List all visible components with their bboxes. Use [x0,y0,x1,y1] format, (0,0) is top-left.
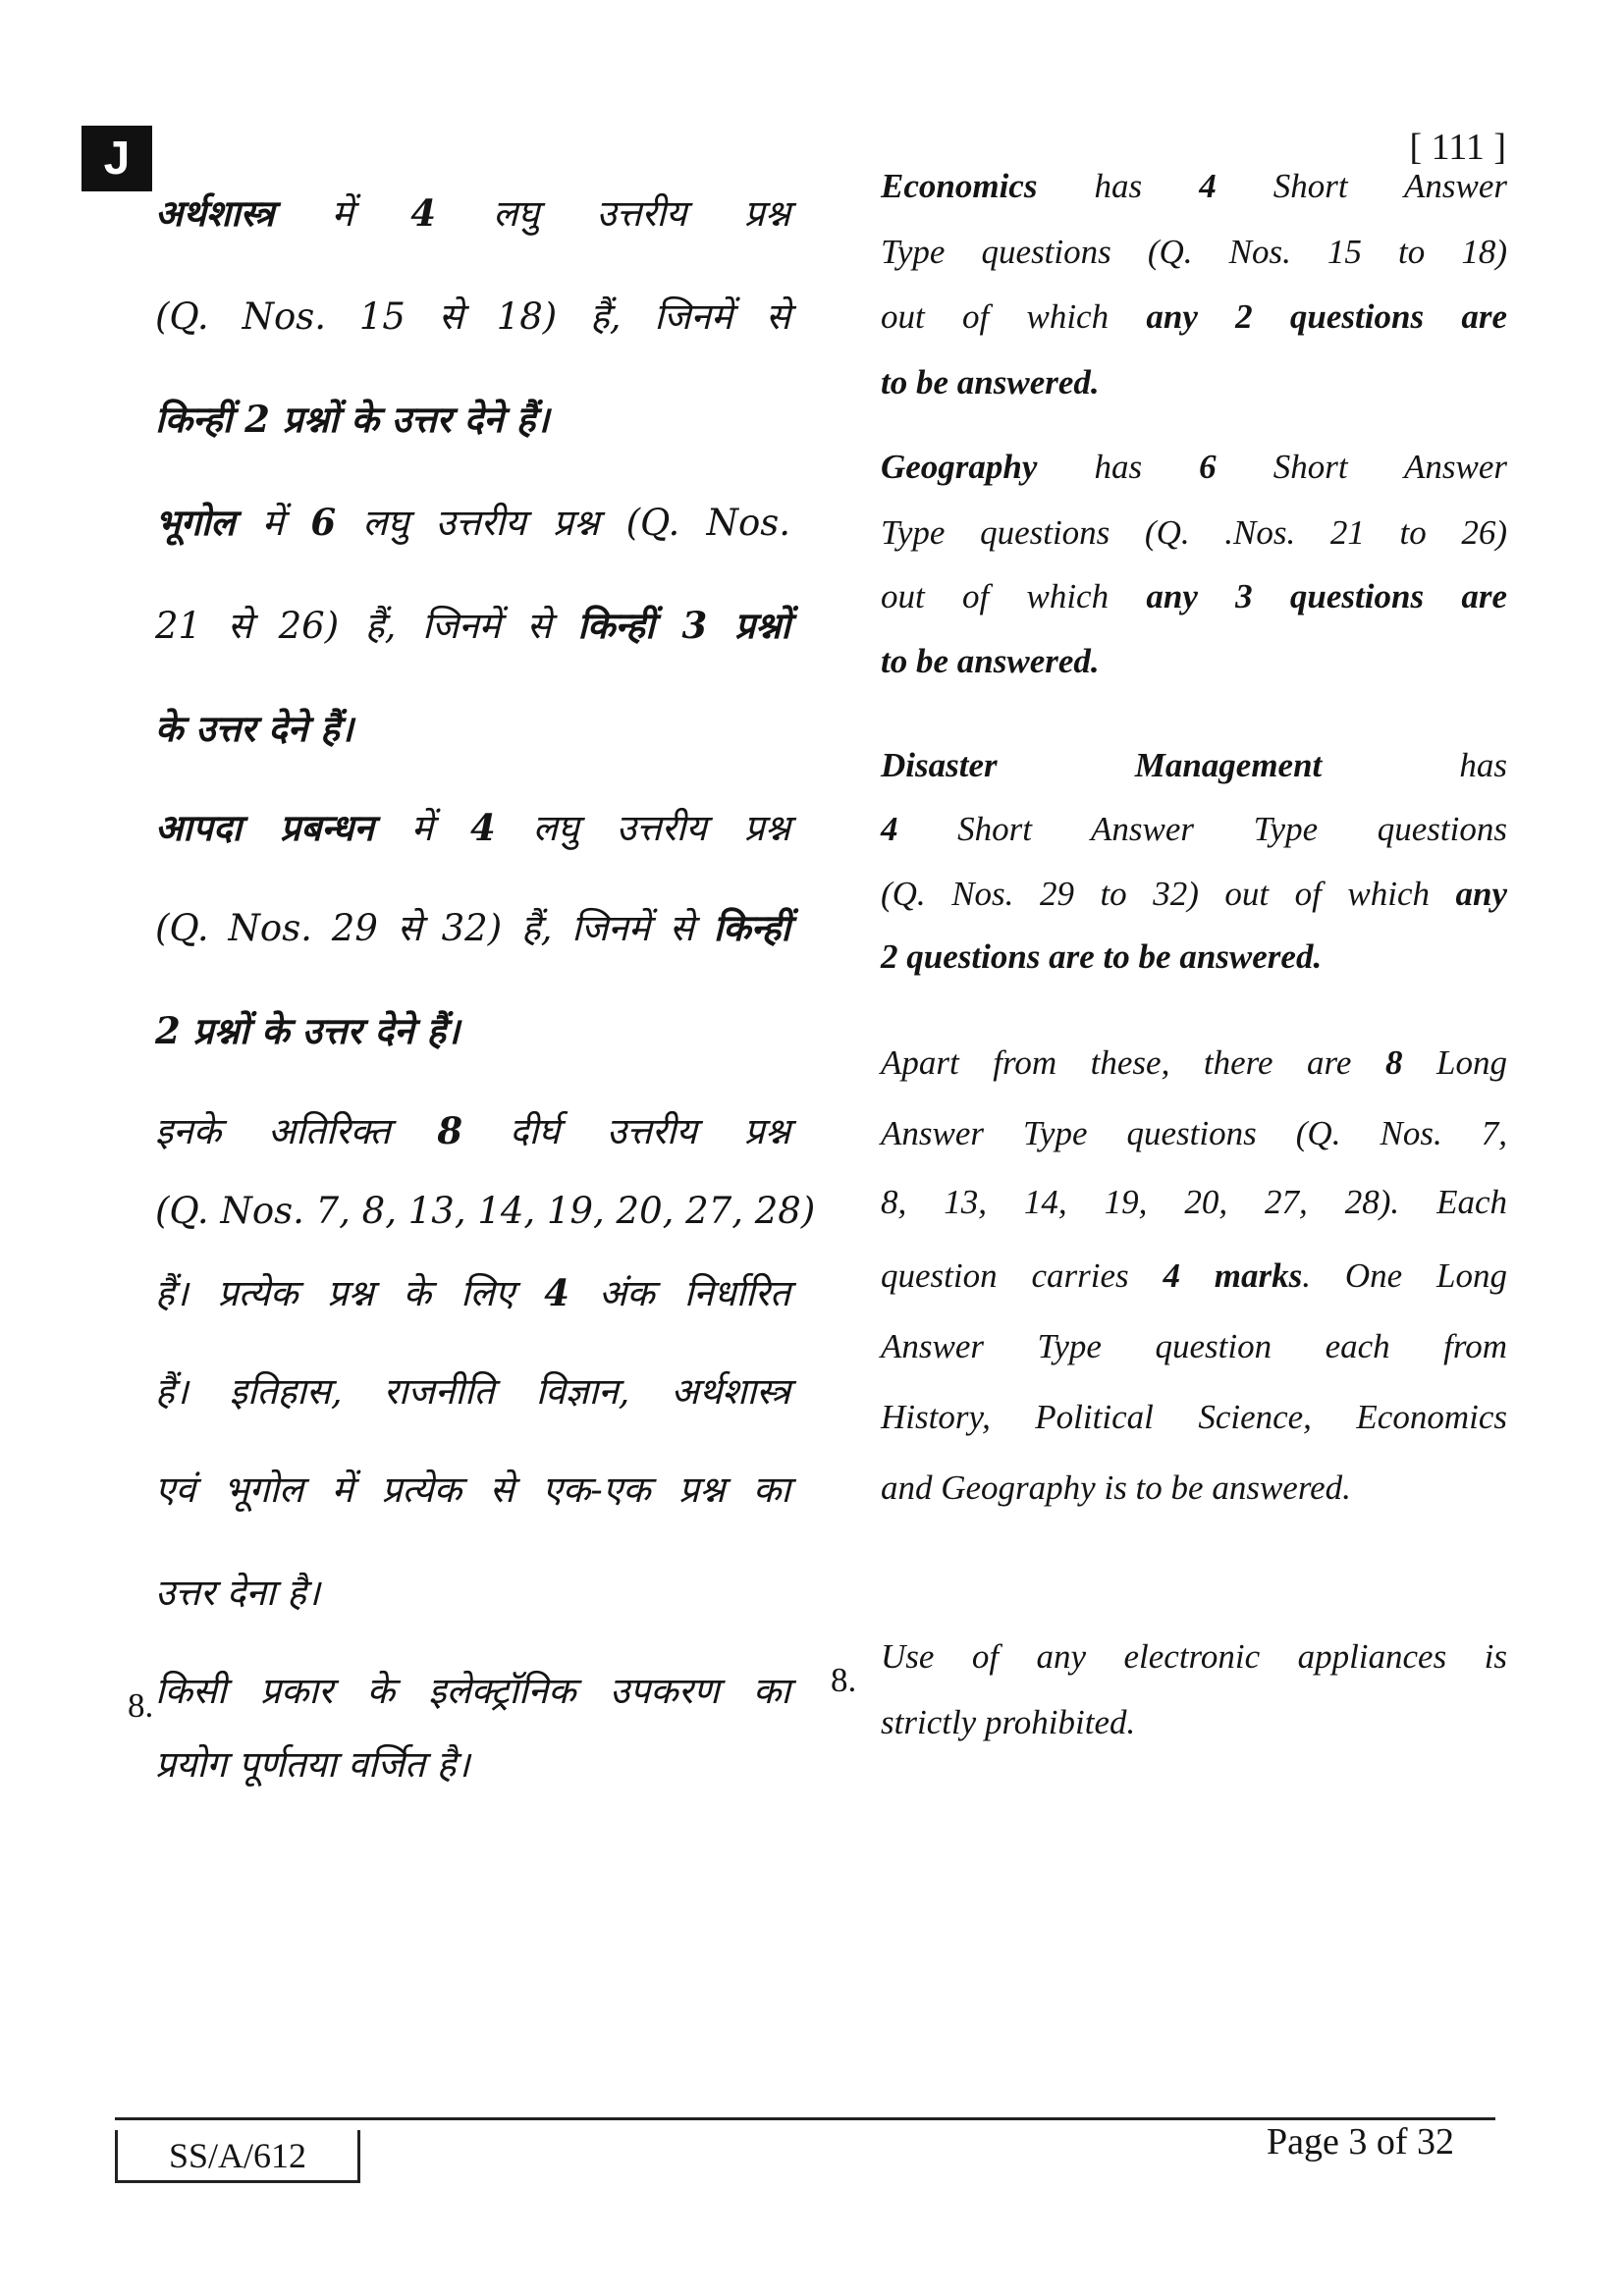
text-segment: Answer Type questions (Q. Nos. 7, [881,1114,1507,1152]
text-segment: and Geography is to be answered. [881,1468,1351,1507]
bold-text: आपदा प्रबन्धन [155,806,374,849]
english-line [881,1703,1507,1742]
text-segment: (Q. Nos. 7, 8, 13, 14, 19, 20, 27, 28) [155,1190,816,1232]
text-segment: किसी प्रकार के इलेक्ट्रॉनिक उपकरण का [155,1670,790,1712]
hindi-line [155,1104,790,1154]
english-line [881,746,1507,785]
text-segment: . One Long [1302,1256,1507,1295]
hindi-line [155,496,790,546]
text-segment: Answer Type question each from [881,1327,1507,1365]
text-segment: has [1037,167,1200,205]
english-line [881,167,1507,206]
bold-text: भूगोल [155,501,236,544]
text-segment: एवं भूगोल में प्रत्येक से एक-एक प्रश्न का [155,1468,790,1511]
hindi-line [155,290,790,340]
bold-text: 2 questions are to be answered. [881,937,1323,976]
hindi-line [155,1190,816,1232]
text-segment: प्रयोग पूर्णतया वर्जित है। [155,1743,470,1786]
bold-text: to be answered. [881,363,1100,401]
page-marker: [ 111 ] [1409,127,1506,168]
english-line [881,577,1507,616]
bold-text: 4 marks [1163,1256,1303,1295]
bold-text: किन्हीं [713,906,790,949]
hindi-line [155,1364,790,1415]
text-segment: लघु उत्तरीय प्रश्न [435,192,791,235]
bold-text: 8 [437,1109,463,1152]
bold-text: 4 [410,191,436,235]
bold-text: any [1455,875,1507,913]
text-segment: out of which [881,297,1147,336]
english-line [881,233,1507,272]
english-line [881,363,1507,402]
english-line [881,1114,1507,1153]
english-line [881,937,1507,977]
text-segment: has [1037,448,1200,486]
english-line [881,448,1507,487]
bold-text: Disaster Management [881,746,1323,784]
bold-text: 4 [1199,167,1217,205]
text-segment: में [235,502,311,544]
english-line [881,810,1507,849]
text-segment: question carries [881,1256,1164,1295]
hindi-line [155,1266,790,1316]
bold-text: किन्हीं 2 प्रश्नों के उत्तर देने हैं। [155,398,550,441]
text-segment: Apart from these, there are [881,1043,1385,1082]
english-line [881,513,1507,553]
text-segment: Type questions (Q. .Nos. 21 to 26) [881,513,1507,552]
text-segment: में [373,807,471,849]
text-segment: हैं। प्रत्येक प्रश्न के लिए [155,1272,545,1314]
bold-text: 6 [310,501,337,544]
english-line [881,642,1507,681]
set-label-badge: J [81,126,152,191]
bold-text: any 3 questions are [1146,577,1507,615]
hindi-line [155,1737,790,1788]
text-segment: लघु उत्तरीय प्रश्न [495,807,790,849]
text-segment: out of which [881,577,1147,615]
bold-text: अर्थशास्त्र [155,191,275,235]
paper-code: SS/A/612 [115,2130,360,2183]
text-segment: हैं। इतिहास, राजनीति विज्ञान, अर्थशास्त्र [155,1370,790,1413]
english-line [881,1256,1507,1296]
bold-text: 4 [881,810,898,848]
bold-text: 8 [1384,1043,1403,1082]
english-line [881,1043,1507,1083]
bold-text: Geography [881,448,1038,486]
bold-text: to be answered. [881,642,1100,680]
bold-text: किन्हीं 3 प्रश्नों [577,604,790,647]
text-segment: (Q. Nos. 29 से 32) हैं, जिनमें से [155,907,714,949]
text-segment: Use of any electronic appliances is [881,1637,1507,1676]
hindi-line [155,702,790,752]
text-segment: 8, 13, 14, 19, 20, 27, 28). Each [881,1183,1507,1221]
english-line [881,1183,1507,1222]
text-segment: Type questions (Q. Nos. 15 to 18) [881,233,1507,271]
bold-text: Economics [881,167,1038,205]
text-segment: Short Answer Type questions [897,810,1507,848]
text-segment: strictly prohibited. [881,1703,1136,1741]
item-number-left: 8. [128,1686,154,1725]
hindi-line [155,1566,790,1616]
hindi-line [155,901,790,951]
english-line [881,1398,1507,1437]
hindi-line [155,1664,790,1714]
hindi-line [155,393,790,443]
text-segment: (Q. Nos. 29 to 32) out of which [881,875,1456,913]
hindi-line [155,1004,790,1054]
english-line [881,1468,1507,1508]
text-segment: दीर्घ उत्तरीय प्रश्न [462,1110,790,1152]
bold-text: 2 प्रश्नों के उत्तर देने हैं। [155,1009,460,1052]
bold-text: 6 [1199,448,1217,486]
text-segment: अंक निर्धारित [568,1272,790,1314]
hindi-line [155,1463,790,1513]
english-line [881,1637,1507,1677]
text-segment: Short Answer [1216,448,1507,486]
bold-text: 4 [544,1271,569,1314]
english-line [881,297,1507,337]
page-number: Page 3 of 32 [1267,2121,1455,2163]
bold-text: के उत्तर देने हैं। [155,707,353,750]
hindi-line [155,187,790,237]
english-line [881,875,1507,914]
text-segment: उत्तर देना है। [155,1572,320,1614]
text-segment: इनके अतिरिक्त [155,1110,438,1152]
text-segment: Long [1402,1043,1507,1082]
item-number-right: 8. [831,1661,857,1699]
bold-text: any 2 questions are [1146,297,1507,336]
bold-text: 4 [470,806,496,849]
english-line [881,1327,1507,1366]
text-segment: (Q. Nos. 15 से 18) हैं, जिनमें से [155,295,790,338]
text-segment: has [1322,746,1507,784]
hindi-line [155,801,790,851]
hindi-line [155,599,790,649]
text-segment: History, Political Science, Economics [881,1398,1507,1436]
text-segment: Short Answer [1216,167,1508,205]
text-segment: लघु उत्तरीय प्रश्न (Q. Nos. [336,502,790,544]
text-segment: में [274,192,411,235]
text-segment: 21 से 26) हैं, जिनमें से [155,605,578,647]
